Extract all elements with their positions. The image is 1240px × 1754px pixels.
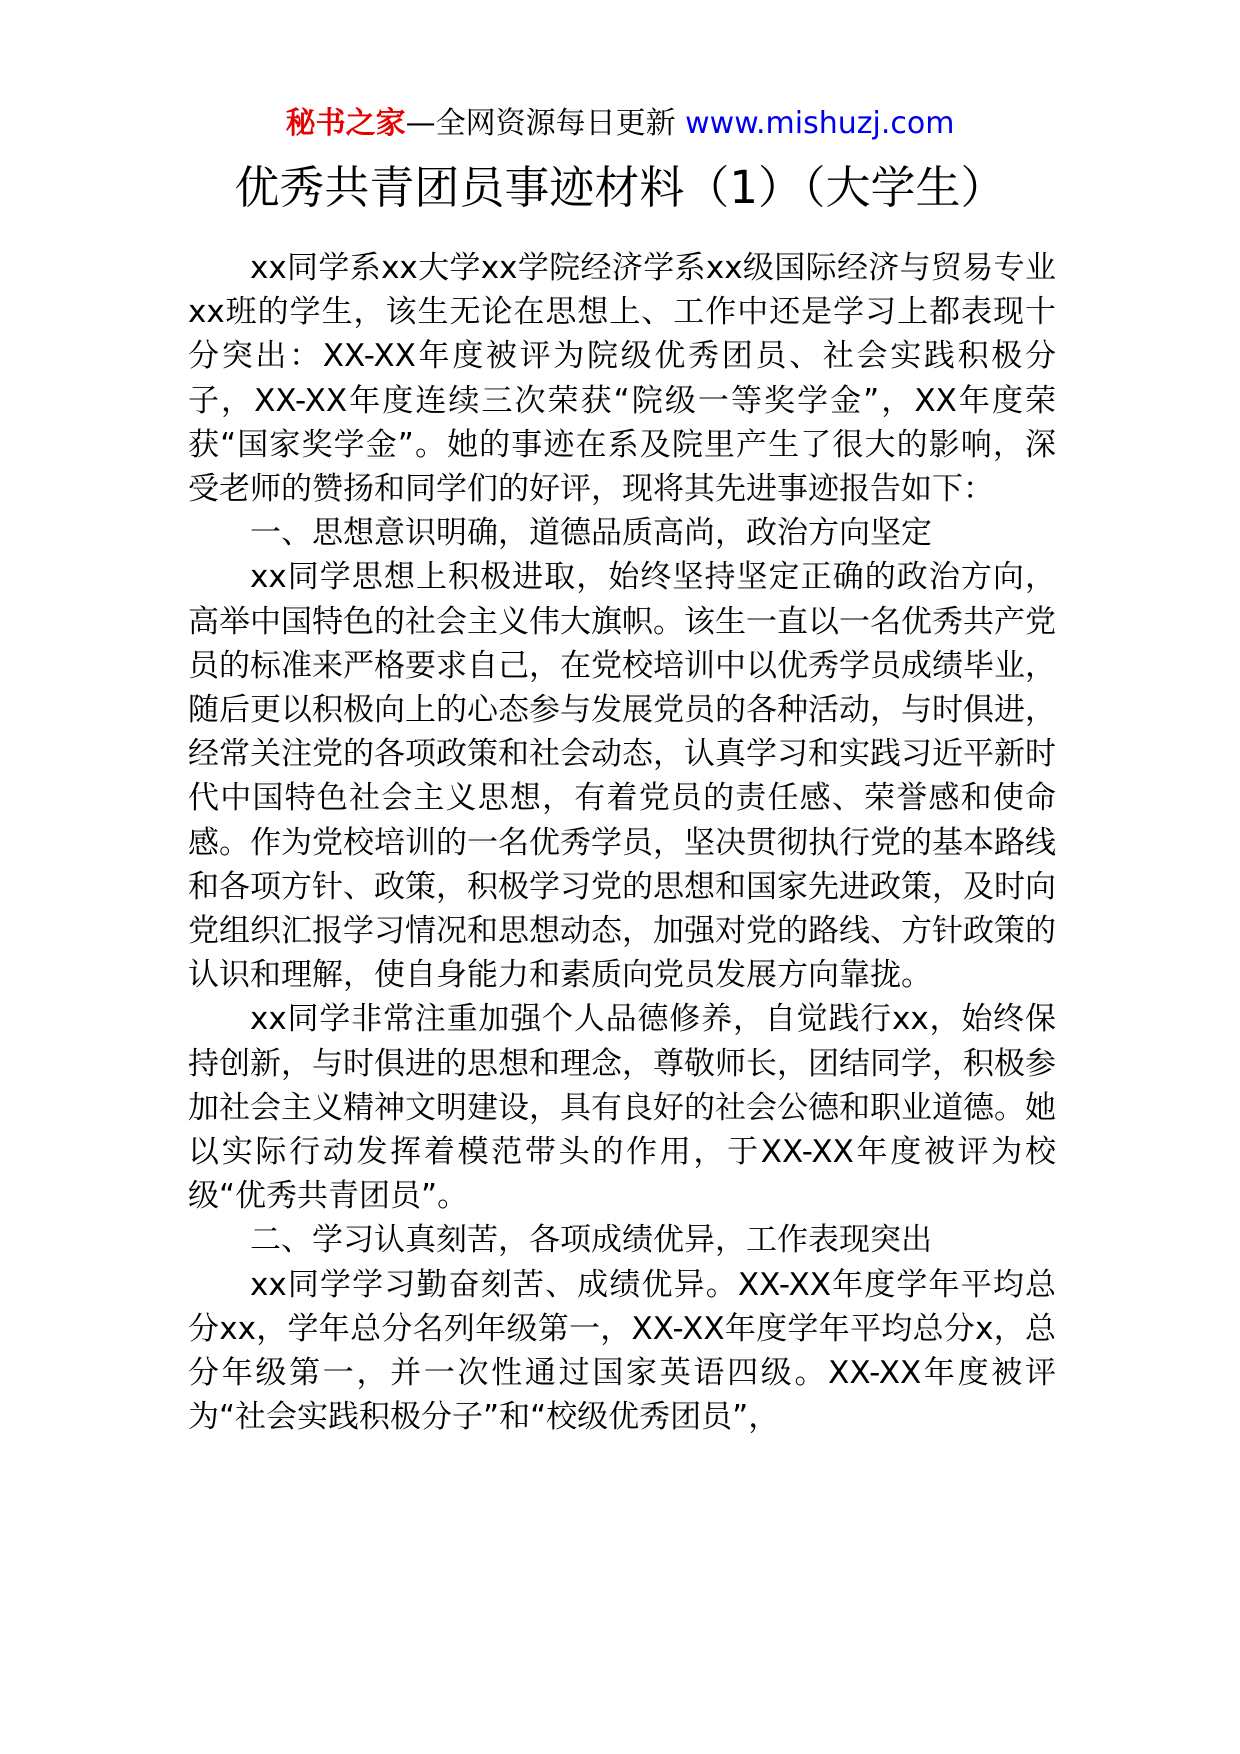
paragraph-intro: xx同学系xx大学xx学院经济学系xx级国际经济与贸易专业xx班的学生，该生无论在思想上、工作中还是学习上都表现十分突出：XX-XX年度被评为院级优秀团员、社会实践积极分子，XX-XX年度连续三次荣获“院级一等奖学金”，XX年度荣获“国家奖学金”。她的事迹在系及院里产生了很大的影响，深受老师的赞扬和同学们的好评，现将其先进事迹报告如下： (188, 250, 1056, 508)
document-title: 优秀共青团员事迹材料（1）（大学生） (234, 161, 1006, 214)
brand-name: 秘书之家 (285, 106, 406, 141)
header-tagline: —全网资源每日更新 (405, 106, 686, 141)
document-body (188, 246, 1056, 1439)
section-heading-2: 二、学习认真刻苦，各项成绩优异，工作表现突出 (250, 1222, 932, 1259)
paragraph-political: xx同学思想上积极进取，始终坚持坚定正确的政治方向，高举中国特色的社会主义伟大旗帜。该生一直以一名优秀共产党员的标准来严格要求自己，在党校培训中以优秀学员成绩毕业，随后更以积极向上的心态参与发展党员的各种活动，与时俱进，经常关注党的各项政策和社会动态，认真学习和实践习近平新时代中国特色社会主义思想，有着党员的责任感、荣誉感和使命感。作为党校培训的一名优秀学员，坚决贯彻执行党的基本路线和各项方针、政策，积极学习党的思想和国家先进政策，及时向党组织汇报学习情况和思想动态，加强对党的路线、方针政策的认识和理解，使自身能力和素质向党员发展方向靠拢。 (188, 559, 1056, 994)
paragraph-morality: xx同学非常注重加强个人品德修养，自觉践行xx，始终保持创新，与时俱进的思想和理念，尊敬师长，团结同学，积极参加社会主义精神文明建设，具有良好的社会公德和职业道德。她以实际行动发挥着模范带头的作用，于XX-XX年度被评为校级“优秀共青团员”。 (188, 1001, 1056, 1215)
watermark-header (0, 104, 1240, 144)
section-heading-1: 一、思想意识明确，道德品质高尚，政治方向坚定 (250, 515, 932, 552)
paragraph-study: xx同学学习勤奋刻苦、成绩优异。XX-XX年度学年平均总分xx，学年总分名列年级第一，XX-XX年度学年平均总分x，总分年级第一，并一次性通过国家英语四级。XX-XX年度被评为“社会实践积极分子”和“校级优秀团员”， (188, 1266, 1056, 1436)
website-link[interactable]: www.mishuzj.com (685, 106, 955, 141)
